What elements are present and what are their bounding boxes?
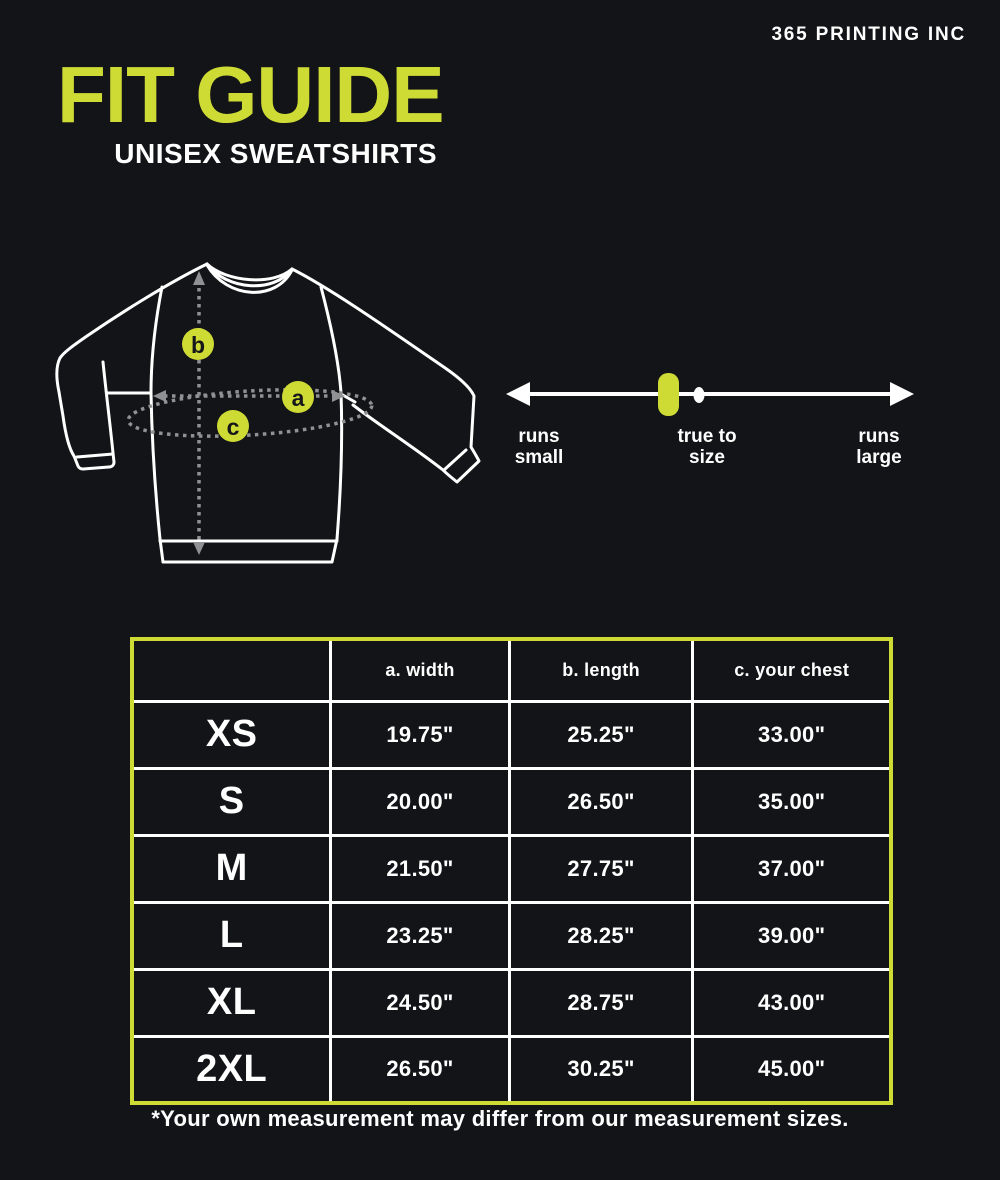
- length-value: 27.75": [509, 835, 693, 902]
- right-sleeve-outline: [292, 269, 479, 482]
- marker-b-label: b: [190, 332, 206, 358]
- table-row: [132, 969, 891, 1036]
- chest-value: 35.00": [693, 768, 891, 835]
- table-row: [132, 835, 891, 902]
- scale-arrow-left: [506, 382, 530, 406]
- size-label: 2XL: [132, 1036, 331, 1103]
- chest-value: 43.00": [693, 969, 891, 1036]
- width-value: 21.50": [331, 835, 509, 902]
- length-arrow-up: [193, 271, 205, 285]
- width-value: 23.25": [331, 902, 509, 969]
- table-row: [132, 1036, 891, 1103]
- size-label: S: [132, 768, 331, 835]
- page-subtitle: UNISEX SWEATSHIRTS: [114, 138, 437, 169]
- length-arrow-down: [193, 542, 205, 555]
- chest-value: 33.00": [693, 701, 891, 768]
- sweatshirt-outline: [57, 264, 479, 562]
- scale-label-line: runs: [518, 426, 560, 447]
- scale-label-line: small: [514, 447, 564, 468]
- footnote: *Your own measurement may differ from our measurement sizes.: [151, 1106, 849, 1131]
- size-label: L: [132, 902, 331, 969]
- width-value: 24.50": [331, 969, 509, 1036]
- page-title: FIT GUIDE: [57, 50, 444, 139]
- brand-name: 365 PRINTING INC: [771, 24, 966, 45]
- chest-value: 37.00": [693, 835, 891, 902]
- table-row: [132, 768, 891, 835]
- table-corner-cell: [132, 639, 331, 701]
- table-row: [132, 701, 891, 768]
- scale-label-line: true to: [677, 426, 737, 447]
- column-header-chest: c. your chest: [693, 639, 891, 701]
- chest-value: 39.00": [693, 902, 891, 969]
- table-row: [132, 902, 891, 969]
- column-header-length: b. length: [509, 639, 693, 701]
- scale-label-line: runs: [858, 426, 900, 447]
- right-armhole-side-seam: [321, 287, 342, 539]
- length-value: 25.25": [509, 701, 693, 768]
- length-value: 30.25": [509, 1036, 693, 1103]
- scale-label-line: large: [856, 447, 902, 468]
- length-value: 28.75": [509, 969, 693, 1036]
- title-block: [57, 50, 444, 170]
- marker-c-label: c: [226, 414, 240, 440]
- width-value: 20.00": [331, 768, 509, 835]
- size-table: [130, 637, 893, 1105]
- size-label: XL: [132, 969, 331, 1036]
- width-arrow-left: [153, 390, 166, 402]
- marker-a-label: a: [291, 385, 305, 411]
- scale-tick-dot: [694, 387, 705, 403]
- scale-label-true-to-size: [647, 426, 767, 468]
- scale-label-line: size: [689, 447, 725, 468]
- sweatshirt-diagram: [30, 240, 510, 600]
- column-header-width: a. width: [331, 639, 509, 701]
- true-to-size-indicator: [658, 373, 679, 416]
- scale-arrow-right: [890, 382, 914, 406]
- size-label: XS: [132, 701, 331, 768]
- length-value: 26.50": [509, 768, 693, 835]
- measurement-markers: [182, 328, 314, 442]
- left-cuff-line: [77, 454, 113, 457]
- fit-scale: [500, 350, 920, 500]
- length-value: 28.25": [509, 902, 693, 969]
- scale-label-runs-small: [479, 426, 599, 468]
- measurement-lines: [127, 271, 373, 555]
- chest-value: 45.00": [693, 1036, 891, 1103]
- width-value: 26.50": [331, 1036, 509, 1103]
- size-table-header-row: [132, 639, 891, 701]
- size-label: M: [132, 835, 331, 902]
- left-sleeve-outline: [57, 264, 207, 469]
- scale-label-runs-large: [819, 426, 939, 468]
- width-value: 19.75": [331, 701, 509, 768]
- right-cuff-line: [444, 450, 466, 470]
- left-armhole-side-seam: [151, 287, 162, 539]
